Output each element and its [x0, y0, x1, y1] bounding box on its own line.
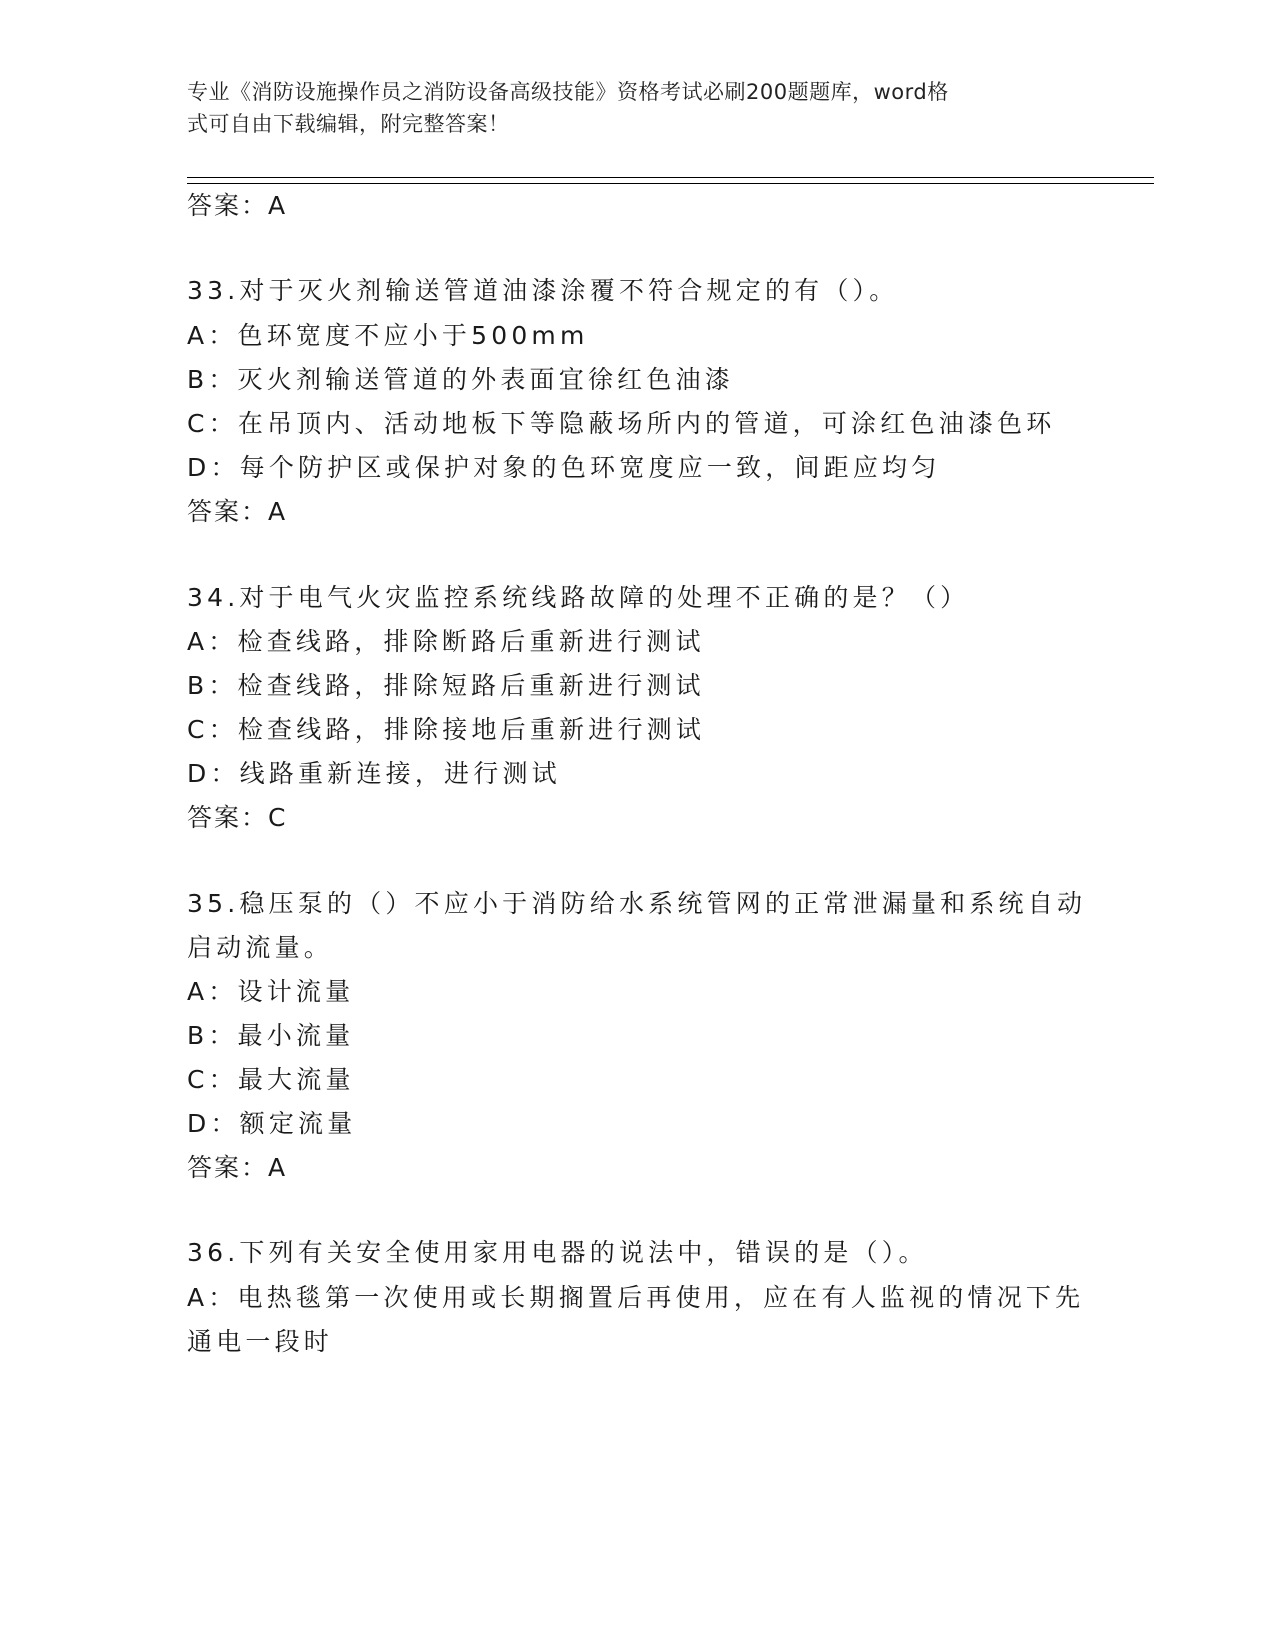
question-34-answer: 答案：C	[187, 803, 288, 832]
question-35-option-d: D：额定流量	[187, 1109, 357, 1138]
header-line-2: 式可自由下载编辑，附完整答案！	[187, 112, 510, 136]
header-line-1: 专业《消防设施操作员之消防设备高级技能》资格考试必刷200题题库，word格	[187, 80, 949, 104]
question-33-option-b: B：灭火剂输送管道的外表面宜徐红色油漆	[187, 365, 734, 394]
question-35-stem-line-2: 启动流量。	[187, 933, 334, 962]
question-35-stem-line-1: 35.稳压泵的（）不应小于消防给水系统管网的正常泄漏量和系统自动	[187, 889, 1087, 918]
question-33-option-c: C：在吊顶内、活动地板下等隐蔽场所内的管道，可涂红色油漆色环	[187, 409, 1056, 438]
question-35-option-a: A：设计流量	[187, 977, 355, 1006]
question-33-answer: 答案：A	[187, 497, 288, 526]
document-header	[187, 76, 1067, 140]
question-34-option-a: A：检查线路，排除断路后重新进行测试	[187, 627, 705, 656]
question-33-stem: 33.对于灭火剂输送管道油漆涂覆不符合规定的有（）。	[187, 276, 899, 305]
question-34-stem: 34.对于电气火灾监控系统线路故障的处理不正确的是？（）	[187, 583, 970, 612]
question-36-option-a: A：电热毯第一次使用或长期搁置后再使用，应在有人监视的情况下先	[187, 1283, 1085, 1312]
question-36-option-a-continued: 通电一段时	[187, 1327, 334, 1356]
question-33-option-a: A：色环宽度不应小于500mm	[187, 321, 589, 350]
previous-answer: 答案：A	[187, 191, 288, 220]
header-divider-top	[187, 177, 1154, 178]
question-33-option-d: D：每个防护区或保护对象的色环宽度应一致，间距应均匀	[187, 453, 941, 482]
question-35-answer: 答案：A	[187, 1153, 288, 1182]
question-34-option-c: C：检查线路，排除接地后重新进行测试	[187, 715, 706, 744]
question-34-option-b: B：检查线路，排除短路后重新进行测试	[187, 671, 705, 700]
question-35-option-b: B：最小流量	[187, 1021, 355, 1050]
question-34-option-d: D：线路重新连接，进行测试	[187, 759, 561, 788]
question-35-option-c: C：最大流量	[187, 1065, 355, 1094]
header-divider-bottom	[187, 183, 1154, 184]
question-36-stem: 36.下列有关安全使用家用电器的说法中，错误的是（）。	[187, 1238, 928, 1267]
